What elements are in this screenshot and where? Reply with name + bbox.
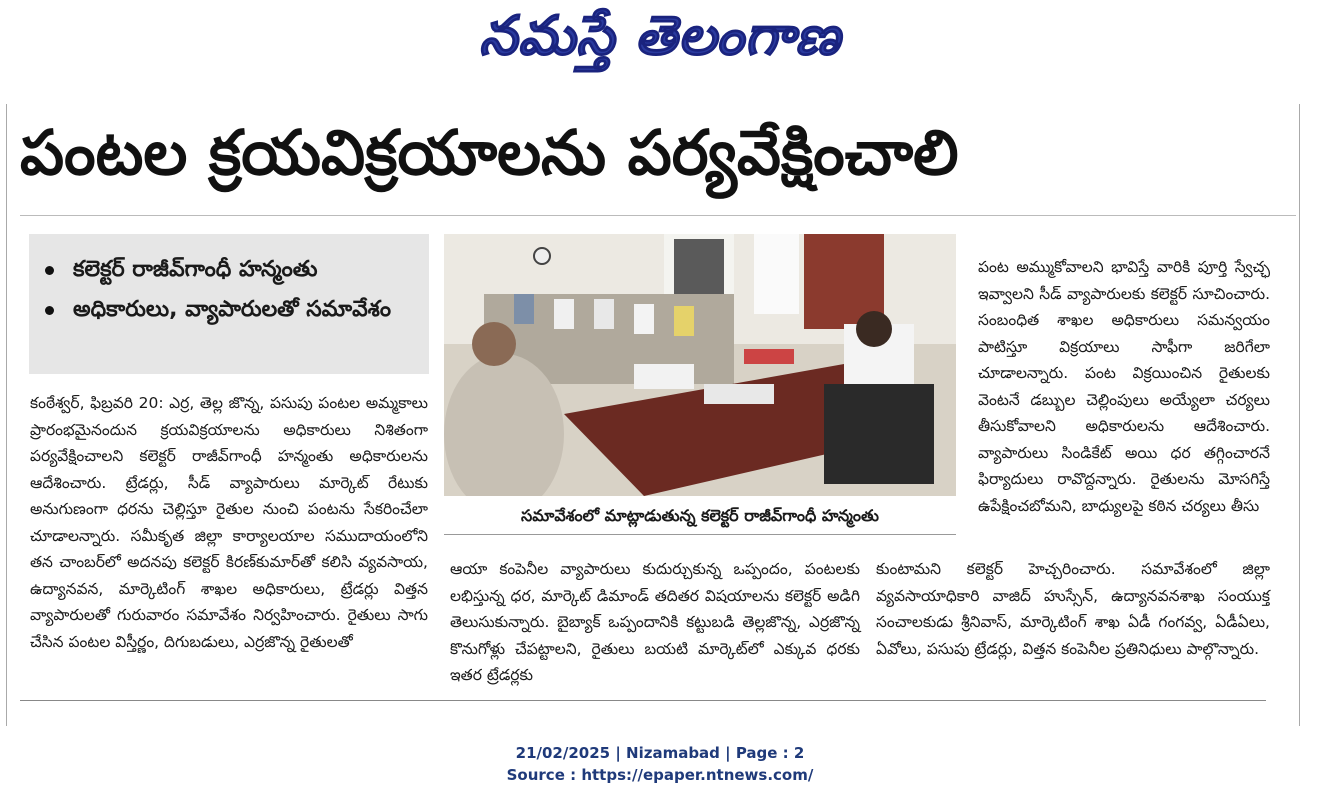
article-column-2: ఆయా కంపెనీల వ్యాపారులు కుదుర్చుకున్న ఒప్పందం, పంటలకు లభిస్తున్న ధర, మార్కెట్ డిమాండ్ తదితర విషయాలను కలెక్టర్ అడిగి తెలుసుకున్నారు. బైబ్యాక్ ఒప్పందానికి కట్టుబడి తెల్లజొన్న, ఎర్రజొన్న కొనుగోళ్లు చేపట్టాలని, రైతులు బయటి మార్కెట్‌లో ఎక్కువ ధరకు ఇతర ట్రేడర్లకు xyxy=(450,560,860,684)
article-column-1: కంఠేశ్వర్, ఫిబ్రవరి 20: ఎర్ర, తెల్ల జొన్న, పసుపు పంటల అమ్మకాలు ప్రారంభమైనందున క్రయవిక్రయాలను అధికారులు నిశితంగా పర్యవేక్షించాలని కలెక్టర్ రాజీవ్‌గాంధీ హన్మంతు అధికారులను ఆదేశించారు. ట్రేడర్లు, సీడ్ వ్యాపారులు మార్కెట్ రేటుకు అనుగుణంగా ధరను చెల్లిస్తూ రైతుల నుంచి పంటను సేకరించేలా చూడాలన్నారు. సమీకృత జిల్లా కార్యాలయాల సముదాయంలోని తన చాంబర్‌లో అదనపు కలెక్టర్ కిరణ్‌కుమార్‌తో కలిసి వ్యవసాయ, ఉద్యానవన, మార్కెటింగ్ శాఖల అధికారులు, ట్రేడర్లు విత్తన వ్యాపారులతో గురువారం సమావేశం నిర్వహించారు. రైతులు సాగు చేసిన పంటల విస్తీర్ణం, దిగుబడులు, ఎర్రజొన్న రైతులతో xyxy=(30,394,428,651)
article-photo xyxy=(444,234,956,496)
newspaper-logo: నమస్తే తెలంగాణ xyxy=(479,4,841,67)
caption-divider xyxy=(444,534,956,535)
footer-date-edition: 21/02/2025 | Nizamabad | Page : 2 xyxy=(515,744,805,762)
article-headline xyxy=(20,108,1300,208)
meeting-photo-illustration xyxy=(444,234,956,496)
highlights-box xyxy=(29,234,429,374)
masthead xyxy=(0,4,1320,74)
article-column-3-continued: కుంటామని కలెక్టర్ హెచ్చరించారు. సమావేశంలో జిల్లా వ్యవసాయాధికారి వాజిద్ హుస్సేన్, ఉద్యానవనశాఖ సంయుక్త సంచాలకుడు శ్రీనివాస్, మార్కెటింగ్ శాఖ ఏడీ గంగవ్వ, ఏడీఏలు, ఏవోలు, పసుపు ట్రేడర్లు, విత్తన కంపెనీల ప్రతినిధులు పాల్గొన్నారు. xyxy=(876,560,1270,658)
highlight-item: కలెక్టర్ రాజీవ్‌గాంధీ హన్మంతు xyxy=(73,250,429,290)
article-bottom-divider xyxy=(20,700,1266,701)
headline-divider xyxy=(20,215,1296,216)
page-footer xyxy=(0,742,1320,786)
photo-caption: సమావేశంలో మాట్లాడుతున్న కలెక్టర్ రాజీవ్‌గాంధీ హన్మంతు xyxy=(521,506,879,525)
highlight-item: అధికారులు, వ్యాపారులతో సమావేశం xyxy=(73,290,429,330)
headline-text: పంటల క్రయవిక్రయాలను పర్యవేక్షించాలి xyxy=(20,116,959,189)
footer-source-link[interactable]: Source : https://epaper.ntnews.com/ xyxy=(506,766,814,784)
article-column-3: పంట అమ్ముకోవాలని భావిస్తే వారికి పూర్తి స్వేచ్ఛ ఇవ్వాలని సీడ్ వ్యాపారులకు కలెక్టర్ సూచించారు. సంబంధిత శాఖల అధికారులు సమన్వయం పాటిస్తూ విక్రయాలు సాఫీగా జరిగేలా చూడాలన్నారు. పంట విక్రయించిన రైతులకు వెంటనే డబ్బుల చెల్లింపులు అయ్యేలా చర్యలు తీసుకోవాలని అధికారులను ఆదేశించారు. వ్యాపారులు సిండికేట్ అయి ధర తగ్గించారనే ఫిర్యాదులు రావొద్దన్నారు. రైతులను మోసగిస్తే ఉపేక్షించబోమని, బాధ్యులపై కఠిన చర్యలు తీసు xyxy=(978,258,1270,515)
